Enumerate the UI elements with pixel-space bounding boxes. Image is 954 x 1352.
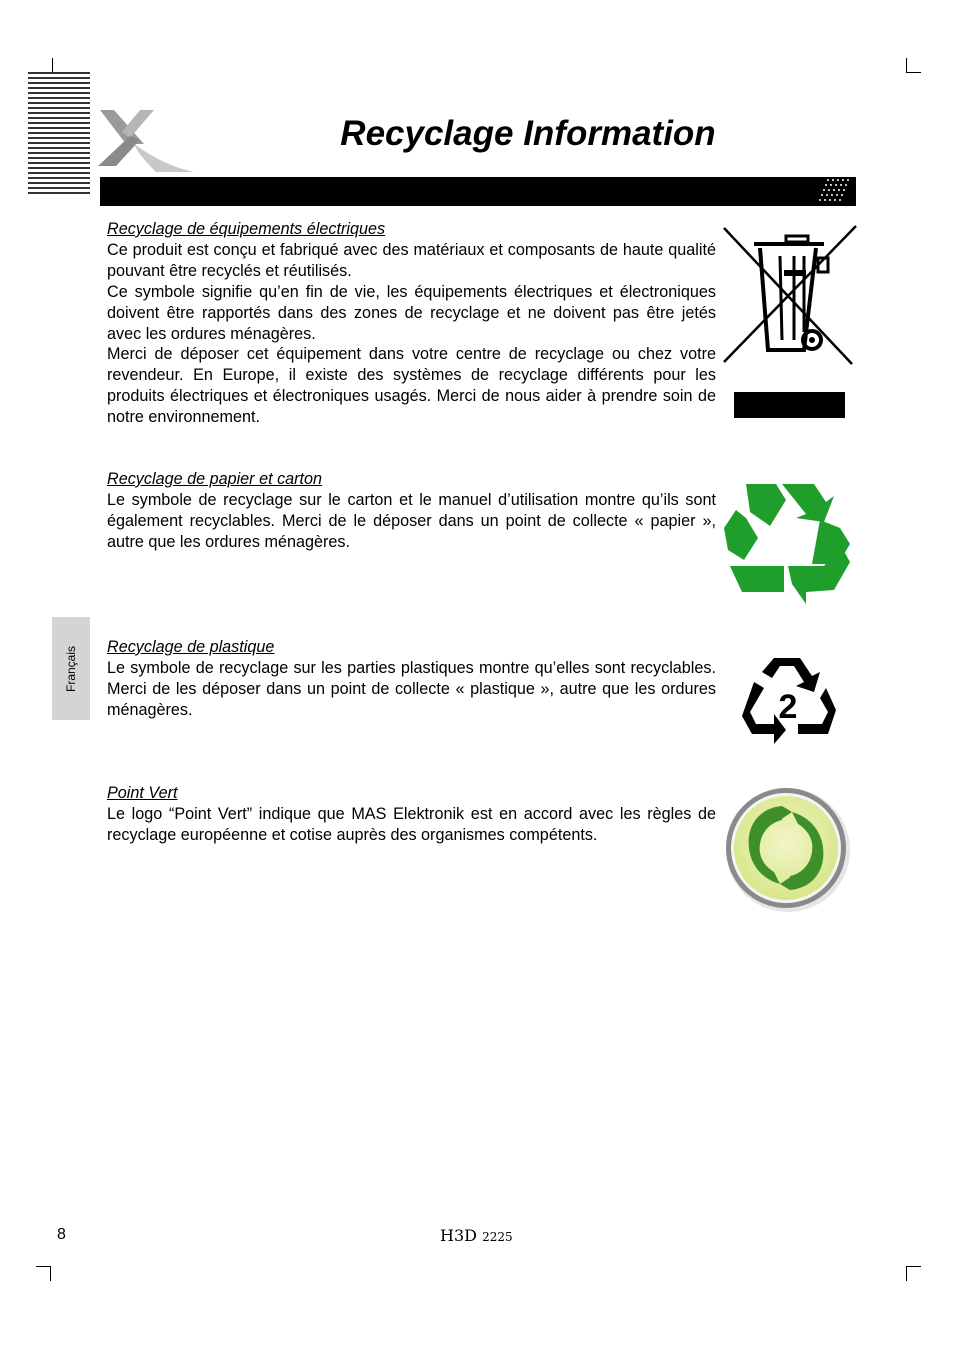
section-heading: Point Vert: [107, 784, 178, 802]
section-paragraph: Merci de déposer cet équipement dans votre centre de recyclage ou chez votre revendeur. En Europe, il existe des systèmes de recyclage différents pour les produits électriques et électroniques usagés. Merci de nous aider à prendre soin de notre environnement.: [107, 345, 716, 427]
crossed-out-bin-icon: [720, 222, 860, 368]
section-paragraph: Ce symbole signifie qu’en fin de vie, les équipements électriques et électroniques doivent être rapportés dans des zones de recyclage et ne doivent pas être jetés avec les ordures ménagères.: [107, 282, 716, 343]
plastic-code: 2: [778, 688, 798, 726]
section-plastic: [107, 637, 716, 721]
language-label: Français: [64, 645, 78, 692]
section-electrical: [107, 219, 716, 428]
bar-dot-pattern: [816, 177, 856, 206]
model-number: 2225: [482, 1230, 513, 1244]
page-number: 8: [57, 1226, 66, 1243]
section-paragraph: Ce produit est conçu et fabriqué avec des matériaux et composants de haute qualité pouvant être recyclés et réutilisés.: [107, 240, 716, 280]
model-label: [440, 1226, 513, 1245]
section-green-dot: [107, 783, 716, 846]
model-prefix: H3D: [440, 1226, 477, 1245]
recycle-arrows-icon: [722, 480, 854, 606]
crop-mark-bottom-left: [36, 1266, 51, 1281]
language-tab: [52, 617, 90, 720]
green-dot-icon: [722, 784, 852, 914]
crop-mark-bottom-right: [906, 1266, 921, 1281]
section-heading: Recyclage de plastique: [107, 638, 275, 656]
crop-mark-top-left: [38, 58, 53, 73]
header-bar: [100, 177, 856, 206]
plastic-recycle-2-icon: [740, 652, 838, 746]
section-paper: [107, 469, 716, 553]
section-heading: Recyclage de papier et carton: [107, 470, 323, 488]
section-heading: Recyclage de équipements électriques: [107, 220, 386, 238]
section-paragraph: Le symbole de recyclage sur le carton et le manuel d’utilisation montre qu’ils sont également recyclables. Merci de le déposer dans un point de collecte « papier », autre que les ordures ménagères.: [107, 490, 716, 551]
section-paragraph: Le symbole de recyclage sur les parties plastiques montre qu’elles sont recyclables. Merci de les déposer dans un point de collecte « plastique », autre que les ordures ménagères.: [107, 658, 716, 719]
section-paragraph: Le logo “Point Vert” indique que MAS Elektronik est en accord avec les règles de recyclage européenne et cotise auprès des organismes compétents.: [107, 804, 716, 844]
weee-black-bar: [734, 392, 845, 418]
crop-mark-top-right: [906, 58, 921, 73]
page-title: Recyclage Information: [340, 114, 716, 153]
